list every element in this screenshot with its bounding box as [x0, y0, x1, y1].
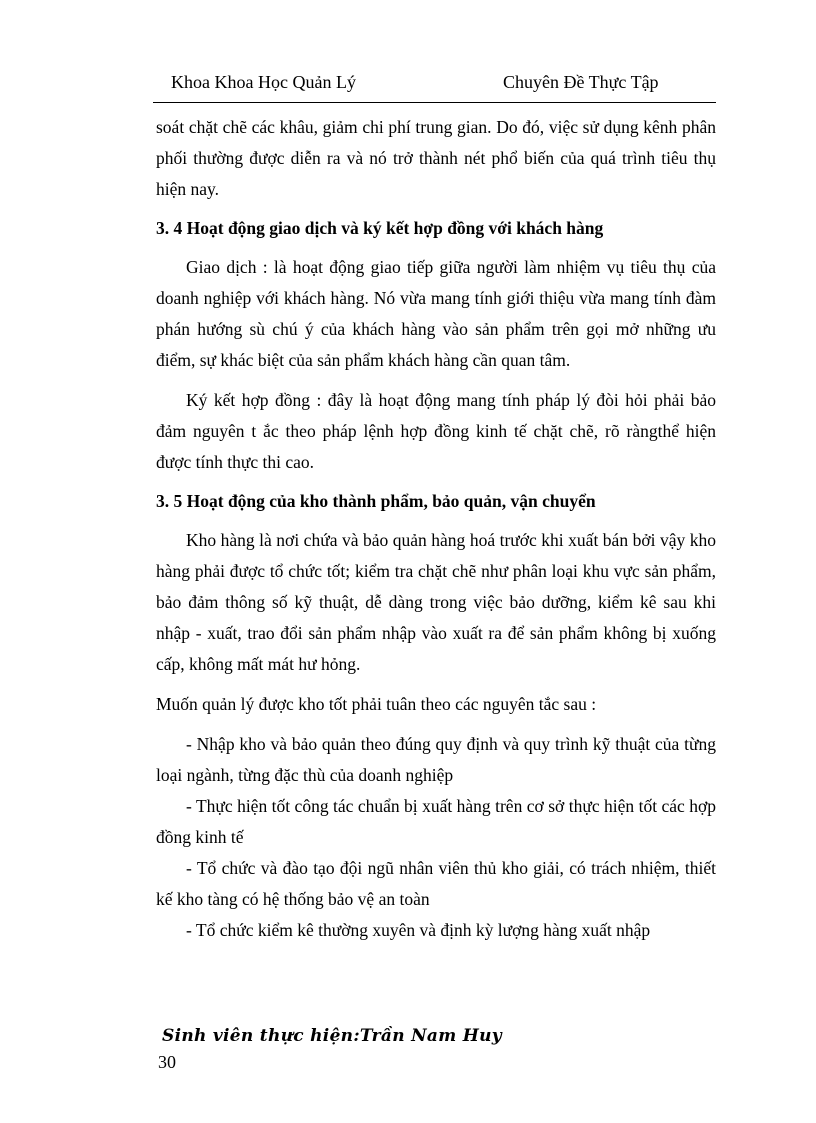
section-heading-3-4: 3. 4 Hoạt động giao dịch và ký kết hợp đồng với khách hàng [156, 218, 604, 238]
list-item: - Nhập kho và bảo quản theo đúng quy định và quy trình kỹ thuật của từng loại ngành, từng đặc thù của doanh nghiệp [156, 734, 716, 785]
paragraph-kho-hang: Kho hàng là nơi chứa và bảo quản hàng hoá trước khi xuất bán bởi vậy kho hàng phải được tổ chức tốt; kiểm tra chặt chẽ như phân loại khu vực sản phẩm, bảo đảm thông số kỹ thuật, dễ dàng trong việc bảo dưỡng, kiểm kê sau khi nhập - xuất, trao đổi sản phẩm nhập vào xuất ra để sản phẩm không bị xuống cấp, không mất mát hư hỏng. [156, 530, 716, 674]
section-heading-3-5: 3. 5 Hoạt động của kho thành phẩm, bảo quản, vận chuyển [156, 491, 596, 511]
paragraph-giao-dich: Giao dịch : là hoạt động giao tiếp giữa người làm nhiệm vụ tiêu thụ của doanh nghiệp với khách hàng. Nó vừa mang tính giới thiệu vừa mang tính đàm phán hướng sù chú ý của khách hàng vào sản phẩm trên gọi mở những ưu điểm, sự khác biệt của sản phẩm khách hàng cần quan tâm. [156, 257, 716, 370]
list-item: - Tổ chức và đào tạo đội ngũ nhân viên thủ kho giải, có trách nhiệm, thiết kế kho tàng có hệ thống bảo vệ an toàn [156, 858, 716, 909]
footer-student-name: Sinh viên thực hiện:Trần Nam Huy [162, 1026, 502, 1046]
paragraph-nguyen-tac: Muốn quản lý được kho tốt phải tuân theo các nguyên tắc sau : [156, 694, 597, 714]
header-report-title: Chuyên Đề Thực Tập [503, 72, 659, 92]
page-content [156, 112, 716, 946]
page-number: 30 [158, 1052, 176, 1072]
page-header [153, 68, 716, 103]
list-item: - Tổ chức kiểm kê thường xuyên và định kỳ lượng hàng xuất nhập [186, 920, 651, 940]
list-item: - Thực hiện tốt công tác chuẩn bị xuất hàng trên cơ sở thực hiện tốt các hợp đồng kinh tế [156, 796, 716, 847]
paragraph-intro: soát chặt chẽ các khâu, giảm chi phí trung gian. Do đó, việc sử dụng kênh phân phối thường được diễn ra và nó trở thành nét phổ biến của quá trình tiêu thụ hiện nay. [156, 117, 716, 199]
header-faculty: Khoa Khoa Học Quản Lý [171, 72, 356, 92]
paragraph-ky-ket: Ký kết hợp đồng : đây là hoạt động mang tính pháp lý đòi hỏi phải bảo đảm nguyên t ắc theo pháp lệnh hợp đồng kinh tế chặt chẽ, rõ ràngthể hiện được tính thực thi cao. [156, 390, 716, 472]
